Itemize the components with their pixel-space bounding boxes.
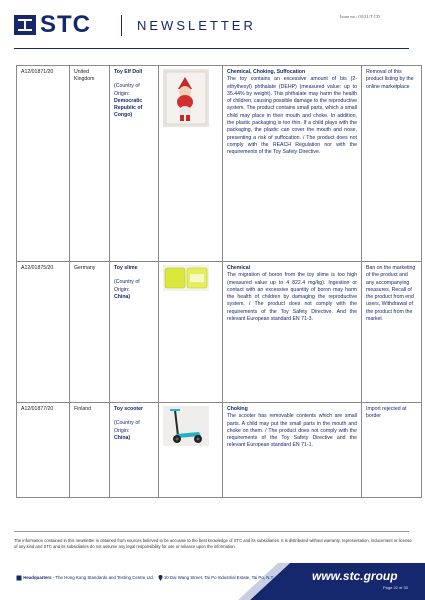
origin-label: (Country of Origin:: [114, 420, 140, 434]
hq-name: - The Hong Kong Standards and Testing Centre Ltd.: [51, 575, 154, 581]
table-row: [17, 66, 422, 262]
risk-description: The scooter has removable contents which are small parts. A child may put the small parts in the mouth and choke on them. / The product does not comply with the requirements of the Toy Safety Directive and the relevant European standard EN 71-1.: [227, 413, 357, 449]
photo-cell: [159, 66, 223, 262]
product-name: Toy slime: [114, 265, 138, 271]
scooter-photo: [163, 406, 209, 446]
product-cell: [110, 262, 159, 403]
elf-doll-photo: [163, 69, 209, 127]
product-cell: [110, 403, 159, 498]
risk-description: The migration of boron from the toy slime is too high (measured value up to 4 822.4 mg/kg). Ingestion or contact with an excessive quantity of boron may harm the health of children by damaging the reproductive system. / The product does not comply with the requirements of the Toy Safety Directive. And the relevant European standard EN 71-3.: [227, 272, 357, 323]
product-cell: [110, 66, 159, 262]
table-row: [17, 403, 422, 498]
measure-cell: Removal of this product listing by the online marketplace: [362, 66, 422, 262]
origin-value: China): [114, 293, 131, 300]
disclaimer-rule: [14, 531, 409, 532]
risk-title: Choking: [227, 406, 248, 412]
section-title: NEWSLETTER: [137, 18, 256, 33]
product-name: Toy scooter: [114, 406, 144, 412]
footer-address-line: [16, 575, 298, 581]
issue-number: Issue no.: 03/21/T CD: [340, 14, 380, 19]
disclaimer-text: The information contained in this newsletter is obtained from sources believed to be accurate to the best knowledge of STC and its subsidiaries. It is distributed without warranty, representation, inducement or license of any kind and STC and its subsidiaries do not assume any legal responsibility for use or reliance upon the information.: [14, 538, 412, 549]
origin-label: (Country of Origin:: [114, 279, 140, 293]
logo-text: STC: [40, 11, 91, 38]
measure-cell: Import rejected at border: [362, 403, 422, 498]
country-cell: Finland: [70, 403, 110, 498]
risk-cell: [223, 262, 362, 403]
header-divider: [121, 15, 122, 36]
country-cell: United Kingdom: [70, 66, 110, 262]
website-link[interactable]: www.stc.group: [312, 569, 398, 583]
ref-cell: A12/01871/20: [17, 66, 70, 262]
risk-description: The toy contains an excessive amount of bis (2-ethylhexyl) phthalate (DEHP) (measured value: up to 35.44% by weight). This phthalate may harm the health of children, causing possible damage to the reproductive system. The product contains small parts, which a small child may place in their mouth and choke. In addition, the plastic packaging is too thin. If a child plays with the packaging, the plastic can cover the mouth and nose, presenting a risk of suffocation. / The product does not comply with the REACH Regulation nor with the requirements of the Toy Safety Directive.: [227, 76, 357, 156]
slime-photo: [163, 265, 209, 291]
hq-address: 10 Dai Wang Street, Tai Po Industrial Estate, Tai Po, N.T., Hong Kong: [163, 575, 299, 581]
stc-logo-icon: [14, 15, 36, 35]
location-pin-icon: [158, 575, 163, 581]
risk-title: Chemical, Choking, Suffocation: [227, 69, 306, 75]
risk-cell: [223, 403, 362, 498]
recall-table: [16, 65, 422, 498]
measure-cell: Ban on the marketing of the product and any accompanying measures, Recall of the product from end users, Withdrawal of the product from the market: [362, 262, 422, 403]
country-cell: Germany: [70, 262, 110, 403]
table-row: [17, 262, 422, 403]
page-footer: [0, 563, 425, 600]
ref-cell: A12/01875/20: [17, 262, 70, 403]
origin-label: (Country of Origin:: [114, 83, 140, 97]
risk-title: Chemical: [227, 265, 251, 271]
origin-value: China): [114, 434, 131, 441]
product-name: Toy Elf Doll: [114, 69, 143, 75]
risk-cell: [223, 66, 362, 262]
hq-label: Headquarters: [23, 575, 52, 581]
origin-value: Democratic Republic of Congo): [114, 97, 143, 119]
newsletter-header: [0, 0, 425, 44]
photo-cell: [159, 403, 223, 498]
building-icon: [16, 575, 22, 581]
ref-cell: A12/01877/20: [17, 403, 70, 498]
page-number: Page 22 of 33: [383, 585, 408, 590]
header-rule: [14, 48, 409, 49]
photo-cell: [159, 262, 223, 403]
